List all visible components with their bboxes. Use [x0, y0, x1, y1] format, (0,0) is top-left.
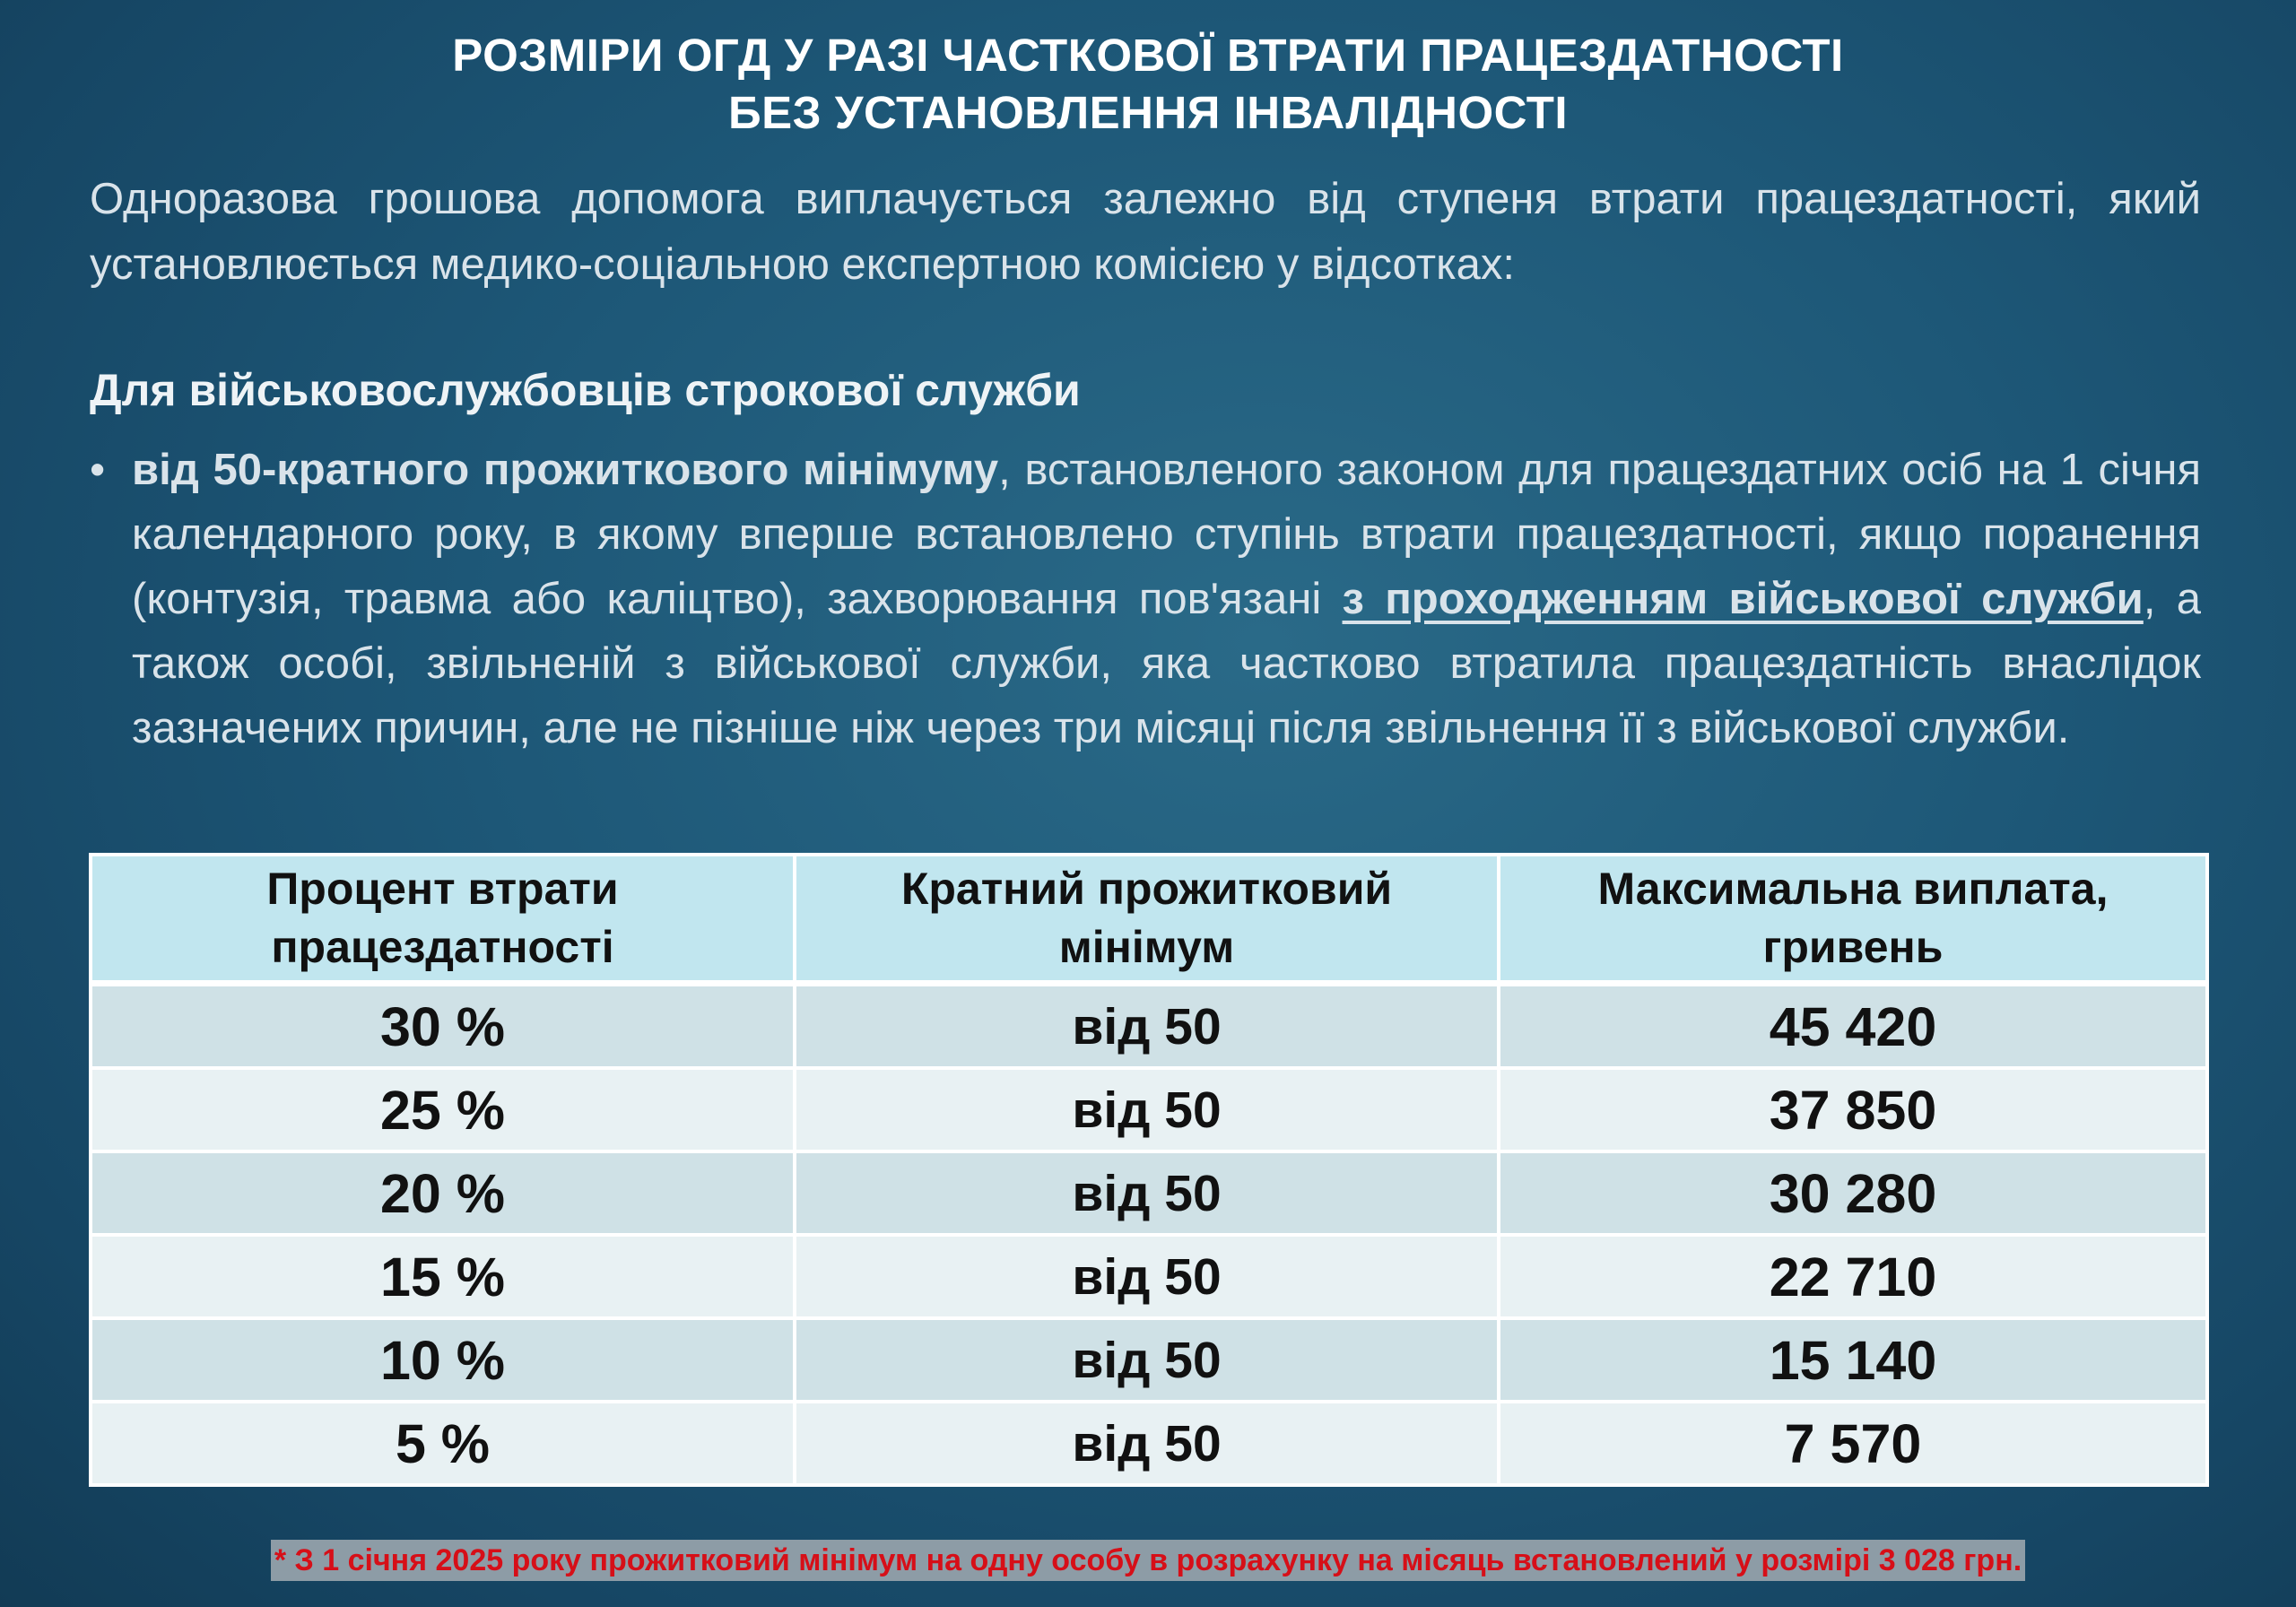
header-percent-line-2: працездатності: [271, 922, 614, 972]
header-percent-line-1: Процент втрати: [266, 864, 619, 914]
cell-percent: 25 %: [91, 1068, 795, 1151]
cell-percent: 5 %: [91, 1402, 795, 1485]
header-payment-line-1: Максимальна виплата,: [1597, 864, 2109, 914]
cell-multiple: від 50: [795, 1151, 1499, 1235]
cell-percent: 15 %: [91, 1235, 795, 1318]
header-multiple-line-2: мінімум: [1058, 922, 1235, 972]
cell-multiple: від 50: [795, 1402, 1499, 1485]
header-multiple: [795, 855, 1499, 984]
cell-multiple: від 50: [795, 1235, 1499, 1318]
cell-payment: 7 570: [1499, 1402, 2207, 1485]
bullet-underlined-text: з проходженням військової служби: [1342, 575, 2144, 623]
cell-payment: 22 710: [1499, 1235, 2207, 1318]
cell-payment: 30 280: [1499, 1151, 2207, 1235]
cell-percent: 20 %: [91, 1151, 795, 1235]
title-line-2: БЕЗ УСТАНОВЛЕННЯ ІНВАЛІДНОСТІ: [727, 87, 1569, 138]
table-row: [91, 984, 2207, 1069]
header-payment: [1499, 855, 2207, 984]
bullet-text-part-2: , а також особі, звільненій з військової служби, яка частково втратила працездатність внаслідок зазначених причин, але не пізніше ніж через три місяці після звільнення її з військової служби.: [132, 575, 2201, 752]
page-title: [0, 27, 2296, 142]
footnote: [0, 1540, 2296, 1581]
header-multiple-line-1: Кратний прожитковий: [900, 864, 1393, 914]
table-row: [91, 1235, 2207, 1318]
intro-paragraph: Одноразова грошова допомога виплачується залежно від ступеня втрати працездатності, який установлюється медико-соціальною експертною комісією у відсотках:: [90, 175, 2201, 289]
bullet-bold-text: від 50-кратного прожиткового мінімуму: [132, 446, 999, 494]
header-percent: [91, 855, 795, 984]
section-heading: Для військовослужбовців строкової служби: [90, 365, 1081, 415]
table-row: [91, 1068, 2207, 1151]
header-payment-line-2: гривень: [1762, 922, 1944, 972]
payment-table: [89, 853, 2209, 1487]
cell-multiple: від 50: [795, 1318, 1499, 1402]
bullet-text-part-1: , встановленого законом для працездатних осіб на 1 січня календарного року, в якому вперше встановлено ступінь втрати працездатності, якщо поранення (контузія, травма або каліцтво), захворювання пов'язані: [132, 446, 2201, 623]
bullet-item: [90, 438, 2201, 760]
cell-payment: 37 850: [1499, 1068, 2207, 1151]
cell-payment: 45 420: [1499, 984, 2207, 1069]
footnote-text: * З 1 січня 2025 року прожитковий мінімум на одну особу в розрахунку на місяць встановлений у розмірі 3 028 грн.: [271, 1540, 2025, 1581]
cell-multiple: від 50: [795, 1068, 1499, 1151]
table-row: [91, 1318, 2207, 1402]
table-row: [91, 1151, 2207, 1235]
cell-payment: 15 140: [1499, 1318, 2207, 1402]
title-line-1: РОЗМІРИ ОГД У РАЗІ ЧАСТКОВОЇ ВТРАТИ ПРАЦЕЗДАТНОСТІ: [452, 30, 1844, 81]
cell-percent: 30 %: [91, 984, 795, 1069]
cell-multiple: від 50: [795, 984, 1499, 1069]
cell-percent: 10 %: [91, 1318, 795, 1402]
bullet-text: [132, 438, 2201, 760]
table-row: [91, 1402, 2207, 1485]
bullet-marker: •: [90, 446, 106, 494]
table-header-row: [91, 855, 2207, 984]
